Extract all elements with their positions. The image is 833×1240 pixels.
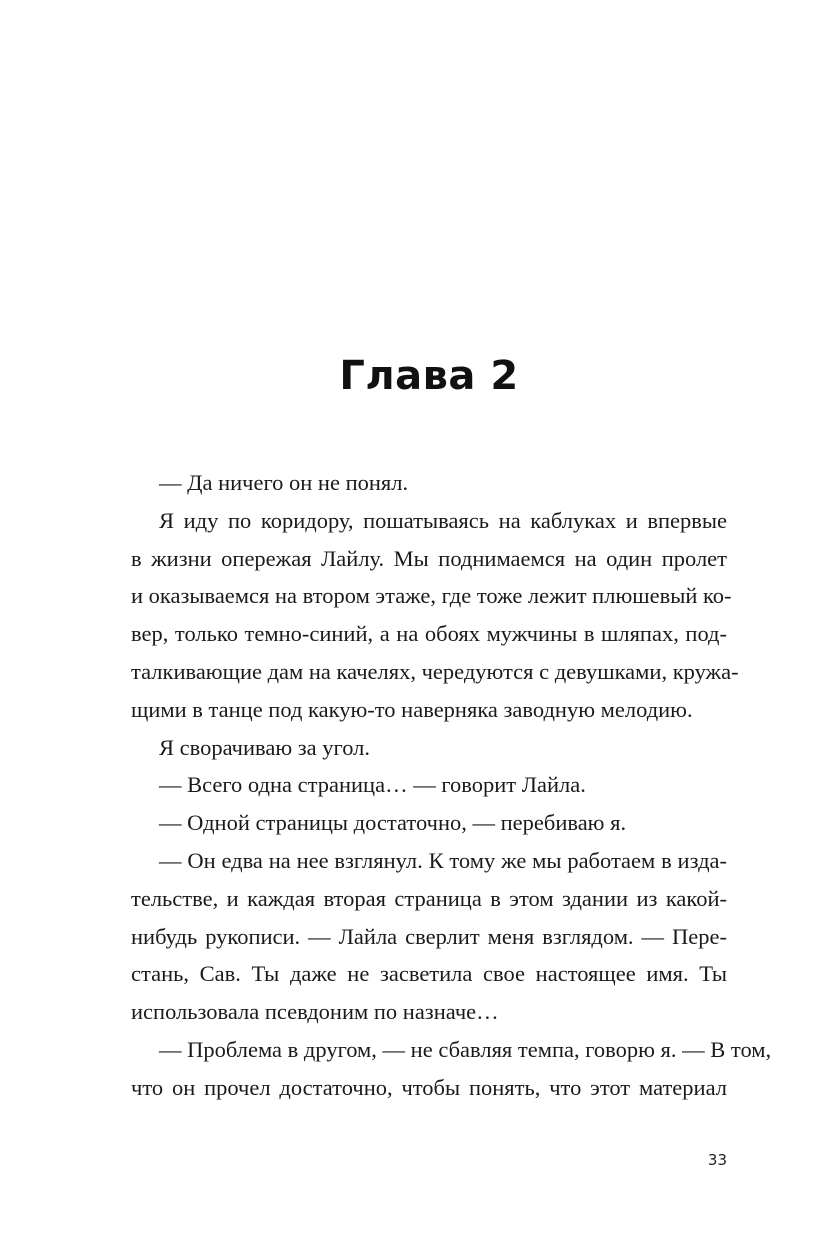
text-line: Я сворачиваю за угол.: [159, 734, 371, 760]
text-line: — Проблема в другом, — не сбавляя темпа, говорю я. — В том,: [159, 1036, 772, 1062]
text-line: — Он едва на нее взглянул. К тому же мы работаем в изда-: [159, 847, 727, 873]
text-line: стань, Сав. Ты даже не засветила свое настоящее имя. Ты: [131, 961, 727, 987]
text-line: и оказываемся на втором этаже, где тоже лежит плюшевый ко-: [131, 583, 732, 609]
text-line: использовала псевдоним по назначе…: [131, 999, 499, 1025]
text-line: талкивающие дам на качелях, чередуются с девушками, кружа-: [131, 658, 739, 684]
body-text: [131, 464, 772, 1107]
page-number: 33: [707, 1151, 727, 1169]
text-line: тельстве, и каждая вторая страница в этом здании из какой-: [131, 885, 727, 911]
text-line: в жизни опережая Лайлу. Мы поднимаемся на один пролет: [131, 545, 727, 571]
text-line: — Всего одна страница… — говорит Лайла.: [159, 772, 586, 798]
text-line: нибудь рукописи. — Лайла сверлит меня взглядом. — Пере-: [131, 923, 727, 949]
text-line: вер, только темно-синий, а на обоях мужчины в шляпах, под-: [131, 621, 727, 647]
text-line: что он прочел достаточно, чтобы понять, что этот материал: [131, 1074, 727, 1100]
text-line: — Одной страницы достаточно, — перебиваю я.: [159, 810, 627, 836]
chapter-title: Глава 2: [339, 353, 519, 399]
text-line: — Да ничего он не понял.: [159, 470, 409, 495]
text-line: щими в танце под какую-то наверняка заводную мелодию.: [131, 696, 693, 722]
text-line: Я иду по коридору, пошатываясь на каблуках и впервые: [159, 507, 727, 533]
